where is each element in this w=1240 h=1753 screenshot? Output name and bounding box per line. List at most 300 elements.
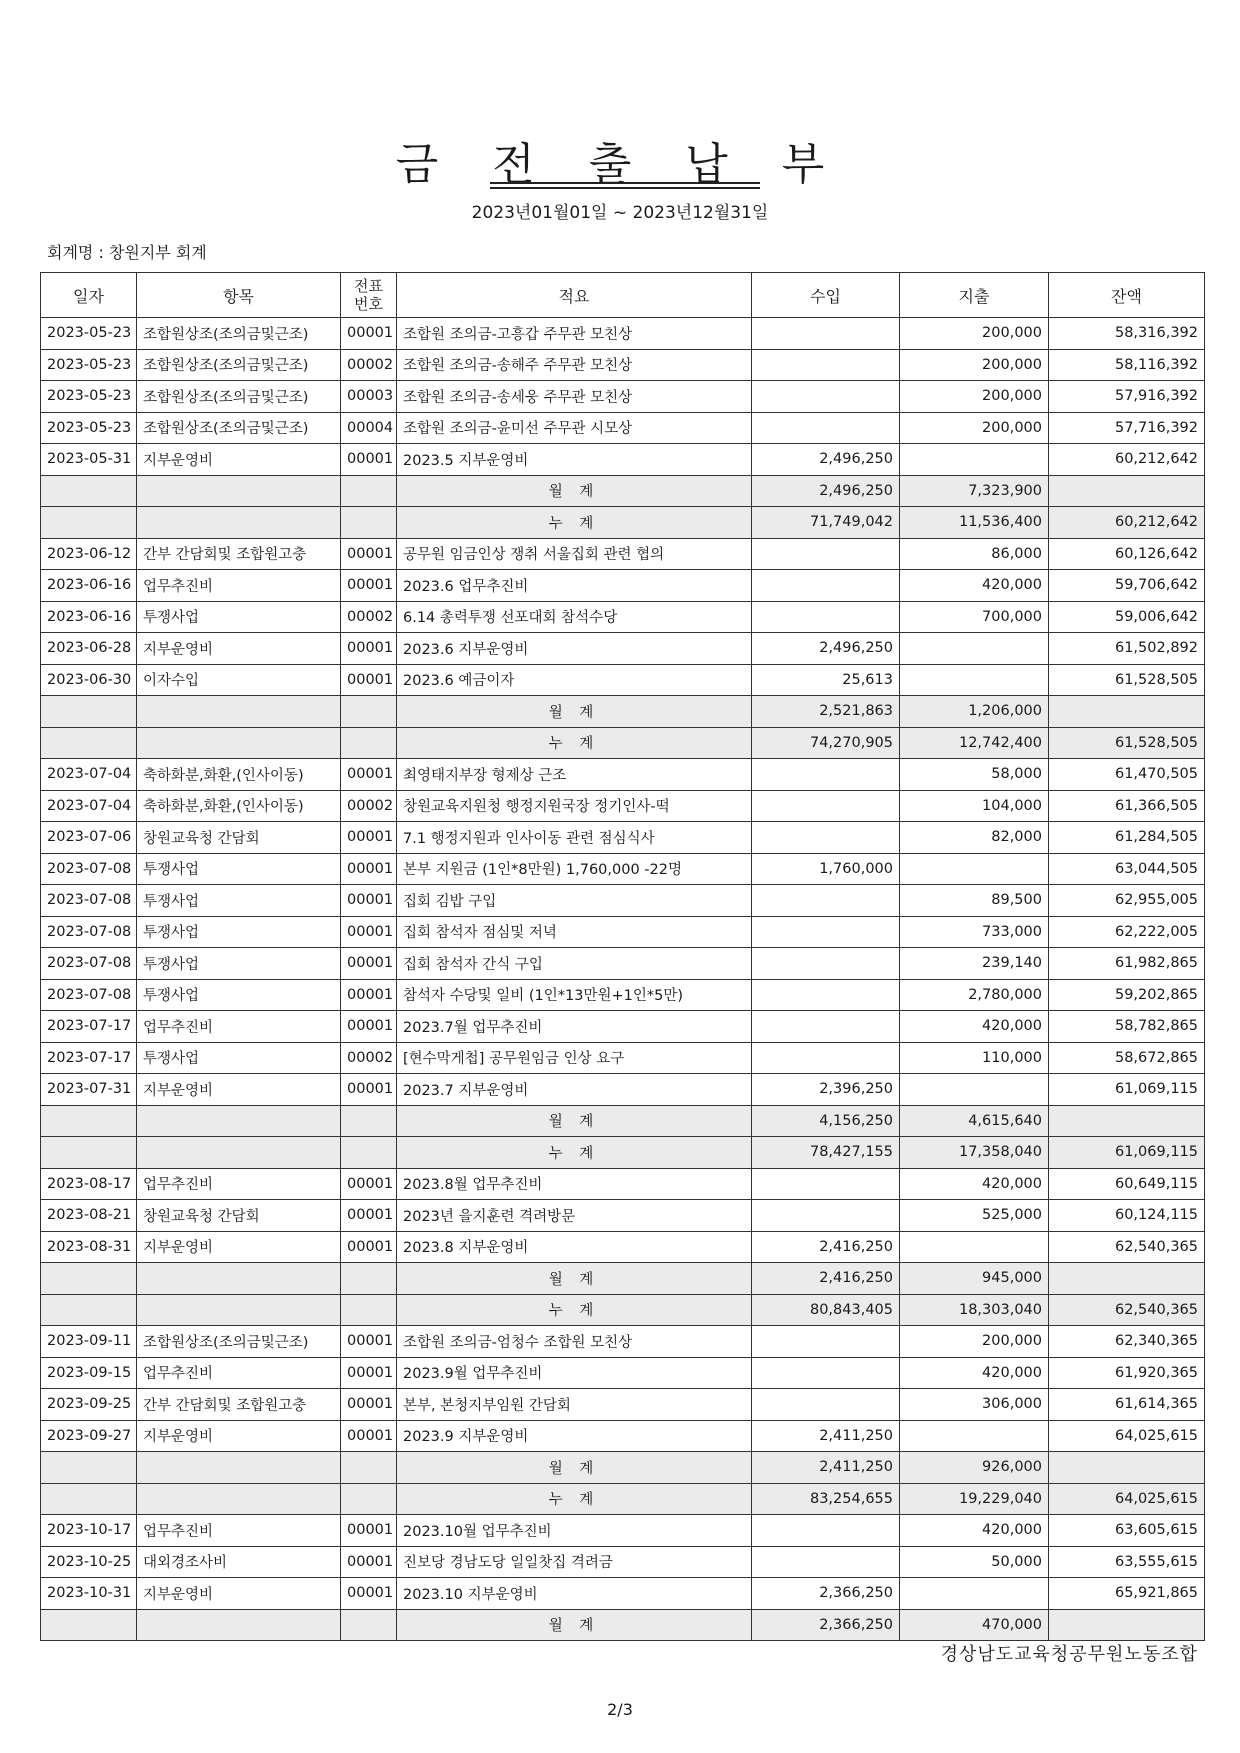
subtotal-row [41,1105,1205,1137]
col-header-category: 항목 [137,273,341,318]
cell-date [41,1263,137,1295]
table-row [41,759,1205,791]
cell-income [752,948,900,980]
table-row [41,1546,1205,1578]
cell-voucher: 00002 [341,1042,397,1074]
cell-income: 2,496,250 [752,475,900,507]
cell-voucher: 00001 [341,1074,397,1106]
cell-category: 조합원상조(조의금및근조) [137,381,341,413]
cell-category: 투쟁사업 [137,979,341,1011]
cell-category: 축하화분,화환,(인사이동) [137,790,341,822]
cell-category: 창원교육청 간담회 [137,1200,341,1232]
cell-expense: 104,000 [900,790,1049,822]
cell-balance: 59,706,642 [1049,570,1205,602]
cell-category: 업무추진비 [137,570,341,602]
cell-income: 80,843,405 [752,1294,900,1326]
cell-category: 업무추진비 [137,1168,341,1200]
cell-balance: 58,672,865 [1049,1042,1205,1074]
cell-balance: 61,528,505 [1049,727,1205,759]
cell-expense [900,633,1049,665]
header-row [41,273,1205,318]
cell-date: 2023-10-31 [41,1578,137,1610]
table-row [41,853,1205,885]
cell-category [137,696,341,728]
cell-description: 창원교육지원청 행정지원국장 정기인사-떡 [397,790,752,822]
cell-date: 2023-05-23 [41,381,137,413]
cell-expense: 926,000 [900,1452,1049,1484]
cell-category: 조합원상조(조의금및근조) [137,349,341,381]
table-row [41,1420,1205,1452]
cell-description: 조합원 조의금-송세웅 주무관 모친상 [397,381,752,413]
cell-income: 2,411,250 [752,1452,900,1484]
cell-date: 2023-09-27 [41,1420,137,1452]
cell-expense [900,1231,1049,1263]
cell-category: 이자수입 [137,664,341,696]
cell-voucher: 00001 [341,853,397,885]
cell-description: 집회 참석자 점심및 저녁 [397,916,752,948]
cell-income [752,538,900,570]
table-row [41,318,1205,350]
cell-description: 2023.9 지부운영비 [397,1420,752,1452]
cell-date [41,1609,137,1641]
cell-expense: 7,323,900 [900,475,1049,507]
cell-expense: 200,000 [900,1326,1049,1358]
cell-date: 2023-05-31 [41,444,137,476]
table-row [41,1357,1205,1389]
cell-category: 조합원상조(조의금및근조) [137,1326,341,1358]
cell-balance: 62,222,005 [1049,916,1205,948]
cell-income [752,885,900,917]
cell-voucher: 00001 [341,885,397,917]
cell-voucher: 00001 [341,1420,397,1452]
period: 2023년01월01일 ~ 2023년12월31일 [471,203,769,223]
cell-balance: 61,614,365 [1049,1389,1205,1421]
cell-expense: 470,000 [900,1609,1049,1641]
cell-voucher: 00001 [341,1231,397,1263]
cell-expense: 306,000 [900,1389,1049,1421]
cell-subtotal-label: 월 계 [397,1609,752,1641]
cell-income [752,1515,900,1547]
cell-date: 2023-07-08 [41,948,137,980]
cell-income [752,1326,900,1358]
cell-expense: 2,780,000 [900,979,1049,1011]
cell-description: 2023.7월 업무추진비 [397,1011,752,1043]
cell-balance: 61,528,505 [1049,664,1205,696]
table-row [41,412,1205,444]
cell-date: 2023-10-17 [41,1515,137,1547]
cell-balance: 60,212,642 [1049,507,1205,539]
cell-date: 2023-08-21 [41,1200,137,1232]
cell-category [137,507,341,539]
cell-category: 창원교육청 간담회 [137,822,341,854]
cell-expense: 12,742,400 [900,727,1049,759]
cell-income [752,601,900,633]
table-row [41,444,1205,476]
table-row [41,1074,1205,1106]
cell-description: 6.14 총력투쟁 선포대회 참석수당 [397,601,752,633]
cell-description: 2023.10월 업무추진비 [397,1515,752,1547]
cell-expense: 733,000 [900,916,1049,948]
cell-date: 2023-07-06 [41,822,137,854]
cell-description: [현수막게첩] 공무원임금 인상 요구 [397,1042,752,1074]
col-header-balance: 잔액 [1049,273,1205,318]
cell-balance: 58,782,865 [1049,1011,1205,1043]
table-row [41,633,1205,665]
cell-balance: 60,649,115 [1049,1168,1205,1200]
cell-voucher: 00001 [341,318,397,350]
subtotal-row [41,475,1205,507]
cell-expense: 17,358,040 [900,1137,1049,1169]
cell-balance: 59,202,865 [1049,979,1205,1011]
cell-balance: 60,212,642 [1049,444,1205,476]
subtotal-row [41,1294,1205,1326]
cell-income: 71,749,042 [752,507,900,539]
cell-category: 투쟁사업 [137,948,341,980]
cell-voucher: 00001 [341,538,397,570]
cell-description: 공무원 임금인상 쟁취 서울집회 관련 협의 [397,538,752,570]
cell-category: 투쟁사업 [137,853,341,885]
subtotal-row [41,1483,1205,1515]
cell-voucher: 00001 [341,664,397,696]
cell-category [137,1609,341,1641]
table-row [41,916,1205,948]
cell-date [41,727,137,759]
cell-date [41,1137,137,1169]
title-underline [490,182,760,184]
cell-balance: 58,316,392 [1049,318,1205,350]
cell-expense [900,1420,1049,1452]
cell-date: 2023-07-31 [41,1074,137,1106]
table-row [41,1011,1205,1043]
cell-balance: 61,982,865 [1049,948,1205,980]
cell-income [752,318,900,350]
page-number: 2/3 [607,1700,633,1719]
cell-description: 2023.5 지부운영비 [397,444,752,476]
cell-balance: 60,124,115 [1049,1200,1205,1232]
cell-category: 투쟁사업 [137,916,341,948]
cell-date [41,1294,137,1326]
cell-balance: 61,069,115 [1049,1137,1205,1169]
cell-voucher: 00004 [341,412,397,444]
table-row [41,601,1205,633]
cell-balance [1049,1263,1205,1295]
cell-balance: 61,920,365 [1049,1357,1205,1389]
cell-date: 2023-07-04 [41,759,137,791]
cell-income [752,1200,900,1232]
cell-description: 참석자 수당및 일비 (1인*13만원+1인*5만) [397,979,752,1011]
cell-voucher: 00001 [341,1168,397,1200]
cell-description: 집회 김밥 구입 [397,885,752,917]
cell-date: 2023-07-08 [41,979,137,1011]
cell-category [137,1452,341,1484]
cell-date: 2023-08-31 [41,1231,137,1263]
cell-description: 조합원 조의금-송해주 주무관 모친상 [397,349,752,381]
cell-category: 지부운영비 [137,1578,341,1610]
cell-voucher [341,1609,397,1641]
cell-voucher: 00002 [341,349,397,381]
cell-date [41,475,137,507]
cell-expense: 110,000 [900,1042,1049,1074]
cell-date [41,1105,137,1137]
cell-income [752,1389,900,1421]
page-title: 금 전 출 납 부 [395,139,845,190]
cell-income [752,759,900,791]
cell-voucher: 00001 [341,1357,397,1389]
cell-date: 2023-07-08 [41,885,137,917]
table-row [41,885,1205,917]
cell-voucher: 00001 [341,759,397,791]
cell-category [137,1294,341,1326]
cell-expense: 58,000 [900,759,1049,791]
cell-expense: 945,000 [900,1263,1049,1295]
cell-category: 지부운영비 [137,1074,341,1106]
col-header-income: 수입 [752,273,900,318]
cell-expense: 11,536,400 [900,507,1049,539]
cell-expense: 420,000 [900,1168,1049,1200]
cell-balance: 62,955,005 [1049,885,1205,917]
table-row [41,1200,1205,1232]
cell-income: 2,366,250 [752,1578,900,1610]
col-header-date: 일자 [41,273,137,318]
table-row [41,570,1205,602]
cell-expense: 86,000 [900,538,1049,570]
cell-date: 2023-06-30 [41,664,137,696]
cell-expense: 200,000 [900,381,1049,413]
cell-expense: 1,206,000 [900,696,1049,728]
cell-voucher: 00001 [341,1578,397,1610]
cell-category: 투쟁사업 [137,885,341,917]
cell-income: 2,396,250 [752,1074,900,1106]
cell-voucher [341,1263,397,1295]
cell-category: 투쟁사업 [137,601,341,633]
cell-voucher [341,1294,397,1326]
account-name: 회계명 : 창원지부 회계 [47,243,207,262]
cell-balance: 59,006,642 [1049,601,1205,633]
cell-category [137,727,341,759]
cell-voucher: 00001 [341,633,397,665]
cell-category: 업무추진비 [137,1011,341,1043]
cell-category: 업무추진비 [137,1515,341,1547]
cell-date: 2023-06-16 [41,570,137,602]
cell-date: 2023-08-17 [41,1168,137,1200]
cell-date [41,507,137,539]
cell-date: 2023-06-12 [41,538,137,570]
cell-income [752,570,900,602]
cell-income [752,1168,900,1200]
cell-voucher [341,475,397,507]
cell-income: 2,521,863 [752,696,900,728]
table-row [41,1389,1205,1421]
table-row [41,381,1205,413]
ledger-body [41,318,1205,1641]
cell-expense: 239,140 [900,948,1049,980]
cell-category [137,1263,341,1295]
subtotal-row [41,696,1205,728]
cell-description: 2023.6 지부운영비 [397,633,752,665]
cell-income [752,979,900,1011]
cell-voucher: 00001 [341,444,397,476]
cell-subtotal-label: 월 계 [397,1452,752,1484]
cell-date: 2023-09-15 [41,1357,137,1389]
cell-category: 지부운영비 [137,444,341,476]
cell-category: 투쟁사업 [137,1042,341,1074]
cell-expense: 4,615,640 [900,1105,1049,1137]
cell-category: 업무추진비 [137,1357,341,1389]
cell-voucher: 00002 [341,790,397,822]
organization-name: 경상남도교육청공무원노동조합 [940,1644,1198,1665]
cell-balance: 61,470,505 [1049,759,1205,791]
cell-category [137,1483,341,1515]
table-row [41,948,1205,980]
cell-balance: 61,366,505 [1049,790,1205,822]
cell-balance: 60,126,642 [1049,538,1205,570]
cell-description: 최영태지부장 형제상 근조 [397,759,752,791]
cell-description: 2023.8 지부운영비 [397,1231,752,1263]
cell-subtotal-label: 월 계 [397,1105,752,1137]
cell-description: 2023.7 지부운영비 [397,1074,752,1106]
cell-balance: 58,116,392 [1049,349,1205,381]
cell-income [752,790,900,822]
cell-income: 83,254,655 [752,1483,900,1515]
cell-voucher: 00001 [341,979,397,1011]
subtotal-row [41,1137,1205,1169]
table-row [41,979,1205,1011]
cell-income: 2,416,250 [752,1231,900,1263]
col-header-voucher-line2: 번호 [354,295,383,313]
cell-balance: 57,716,392 [1049,412,1205,444]
cell-date: 2023-09-25 [41,1389,137,1421]
cell-description: 집회 참석자 간식 구입 [397,948,752,980]
cell-date: 2023-06-16 [41,601,137,633]
cell-subtotal-label: 누 계 [397,1294,752,1326]
table-row [41,822,1205,854]
cell-category [137,475,341,507]
cell-balance [1049,1105,1205,1137]
cell-description: 조합원 조의금-고흥갑 주무관 모친상 [397,318,752,350]
cell-expense: 525,000 [900,1200,1049,1232]
cell-date: 2023-05-23 [41,412,137,444]
col-header-voucher-line1: 전표 [354,277,383,295]
table-row [41,349,1205,381]
cell-description: 조합원 조의금-엄청수 조합원 모친상 [397,1326,752,1358]
col-header-voucher [341,273,397,318]
cell-subtotal-label: 누 계 [397,1137,752,1169]
cell-category: 지부운영비 [137,1231,341,1263]
table-row [41,1231,1205,1263]
cell-balance [1049,696,1205,728]
cell-income [752,381,900,413]
cell-expense: 200,000 [900,349,1049,381]
cell-income: 25,613 [752,664,900,696]
cell-voucher [341,1105,397,1137]
cell-balance [1049,1452,1205,1484]
cell-voucher: 00001 [341,1515,397,1547]
table-row [41,1515,1205,1547]
cell-balance: 61,069,115 [1049,1074,1205,1106]
subtotal-row [41,1452,1205,1484]
cell-income: 2,411,250 [752,1420,900,1452]
cell-voucher [341,1452,397,1484]
cell-income [752,1042,900,1074]
cell-income [752,822,900,854]
cell-expense: 200,000 [900,318,1049,350]
cell-income [752,1011,900,1043]
cell-income: 2,496,250 [752,444,900,476]
ledger-table [40,272,1205,1641]
cell-date: 2023-05-23 [41,318,137,350]
cell-expense: 420,000 [900,1357,1049,1389]
cell-balance: 63,555,615 [1049,1546,1205,1578]
cell-subtotal-label: 월 계 [397,475,752,507]
table-row [41,1326,1205,1358]
cell-voucher [341,696,397,728]
cell-voucher: 00002 [341,601,397,633]
cell-income: 4,156,250 [752,1105,900,1137]
subtotal-row [41,1263,1205,1295]
cell-date: 2023-07-08 [41,853,137,885]
cell-balance: 62,340,365 [1049,1326,1205,1358]
cell-voucher: 00001 [341,1546,397,1578]
cell-income [752,1546,900,1578]
cell-description: 2023년 을지훈련 격려방문 [397,1200,752,1232]
cell-date: 2023-06-28 [41,633,137,665]
cell-category [137,1137,341,1169]
cell-income: 2,416,250 [752,1263,900,1295]
cell-date [41,1452,137,1484]
cell-expense [900,1578,1049,1610]
cell-category: 대외경조사비 [137,1546,341,1578]
cell-expense: 19,229,040 [900,1483,1049,1515]
cell-voucher: 00001 [341,1326,397,1358]
cell-income [752,1357,900,1389]
cell-balance [1049,475,1205,507]
col-header-expense: 지출 [900,273,1049,318]
table-row [41,664,1205,696]
cell-category: 지부운영비 [137,633,341,665]
table-row [41,1042,1205,1074]
cell-balance [1049,1609,1205,1641]
cell-balance: 63,044,505 [1049,853,1205,885]
cell-balance: 64,025,615 [1049,1420,1205,1452]
cell-date: 2023-07-04 [41,790,137,822]
cell-date [41,696,137,728]
cell-balance: 62,540,365 [1049,1231,1205,1263]
cell-date: 2023-07-08 [41,916,137,948]
cell-voucher: 00001 [341,948,397,980]
cell-description: 본부, 본청지부임원 간담회 [397,1389,752,1421]
cell-subtotal-label: 누 계 [397,507,752,539]
cell-expense: 50,000 [900,1546,1049,1578]
cell-subtotal-label: 누 계 [397,1483,752,1515]
cell-voucher: 00001 [341,570,397,602]
cell-voucher: 00001 [341,916,397,948]
cell-voucher [341,1483,397,1515]
subtotal-row [41,1609,1205,1641]
table-row [41,1168,1205,1200]
cell-date: 2023-10-25 [41,1546,137,1578]
cell-income [752,412,900,444]
cell-balance: 65,921,865 [1049,1578,1205,1610]
title-underline-double [490,187,760,189]
cell-income: 78,427,155 [752,1137,900,1169]
cell-description: 2023.8월 업무추진비 [397,1168,752,1200]
cell-description: 조합원 조의금-윤미선 주무관 시모상 [397,412,752,444]
cell-balance: 62,540,365 [1049,1294,1205,1326]
table-row [41,1578,1205,1610]
cell-category [137,1105,341,1137]
cell-income: 1,760,000 [752,853,900,885]
cell-voucher [341,727,397,759]
